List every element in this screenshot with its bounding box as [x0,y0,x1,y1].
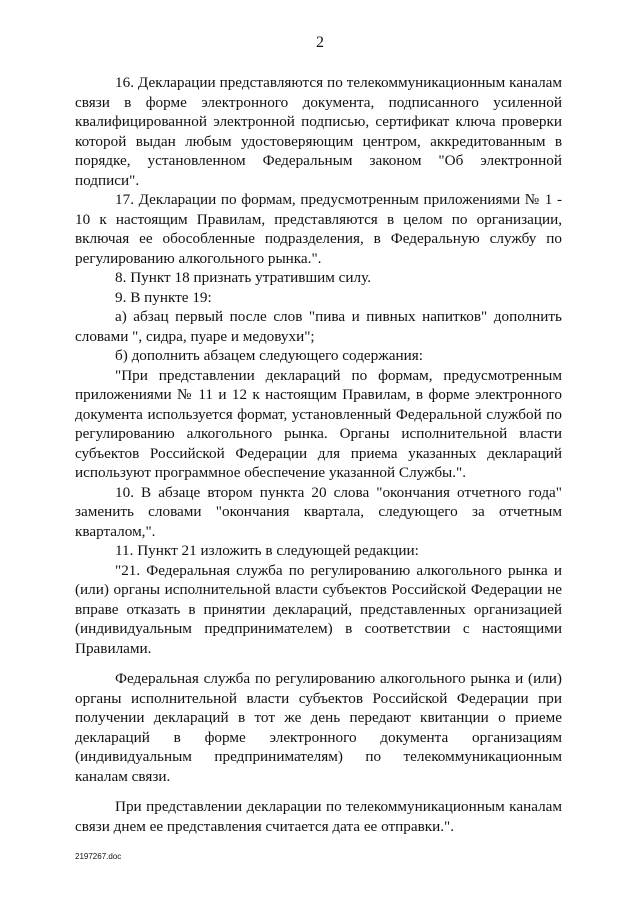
page-number: 2 [316,34,324,51]
document-body [75,73,562,836]
paragraph-item-9: 9. В пункте 19: [115,288,212,306]
paragraph-rule-21-part-2: Федеральная служба по регулированию алкогольного рынка и (или) органы исполнительной власти субъектов Российской Федерации при получении деклараций в тот же день передают квитанции о приеме деклараций в форме электронного документа организациям (индивидуальным предпринимателям) по телекоммуникационным каналам связи. [75,670,562,785]
paragraph-item-11: 11. Пункт 21 изложить в следующей редакции: [115,542,419,559]
paragraph-rule-21-part-3: При представлении декларации по телекоммуникационным каналам связи днем ее представления считается дата ее отправки.". [75,798,562,835]
paragraph-item-10: 10. В абзаце втором пункта 20 слова "окончания отчетного года" заменить словами "окончания квартала, следующего за отчетным кварталом,". [75,483,562,540]
paragraph-16: 16. Декларации представляются по телекоммуникационным каналам связи в форме электронного документа, подписанного усиленной квалифицированной электронной подписью, сертификат ключа проверки которой выдан любым удостоверяющим центром, аккредитованным в порядке, установленном Федеральным законом "Об электронной подписи". [75,74,562,189]
paragraph-17: 17. Декларации по формам, предусмотренным приложениями № 1 - 10 к настоящим Правилам, представляются в целом по организации, включая ее обособленные подразделения, в Федеральную службу по регулированию алкогольного рынка.". [75,191,562,267]
paragraph-rule-21: "21. Федеральная служба по регулированию алкогольного рынка и (или) органы исполнительной власти субъектов Российской Федерации не вправе отказать в принятии деклараций, представленных организацией (индивидуальным предпринимателем) в соответствии с настоящими Правилами. [75,561,562,657]
paragraph-subitem-a: а) абзац первый после слов "пива и пивных напитков" дополнить словами ", сидра, пуаре и медовухи"; [75,308,562,345]
paragraph-subitem-b: б) дополнить абзацем следующего содержания: [115,347,423,364]
paragraph-item-8: 8. Пункт 18 признать утратившим силу. [115,269,371,286]
paragraph-quoted-insert: "При представлении деклараций по формам, предусмотренным приложениями № 11 и 12 к настоящим Правилам, в форме электронного документа используется формат, установленный Федеральной службой по регулированию алкогольного рынка. Органы исполнительной власти субъектов Российской Федерации для приема указанных деклараций используют программное обеспечение указанной Службы.". [75,366,562,481]
footer-file-name: 2197267.doc [75,852,122,861]
